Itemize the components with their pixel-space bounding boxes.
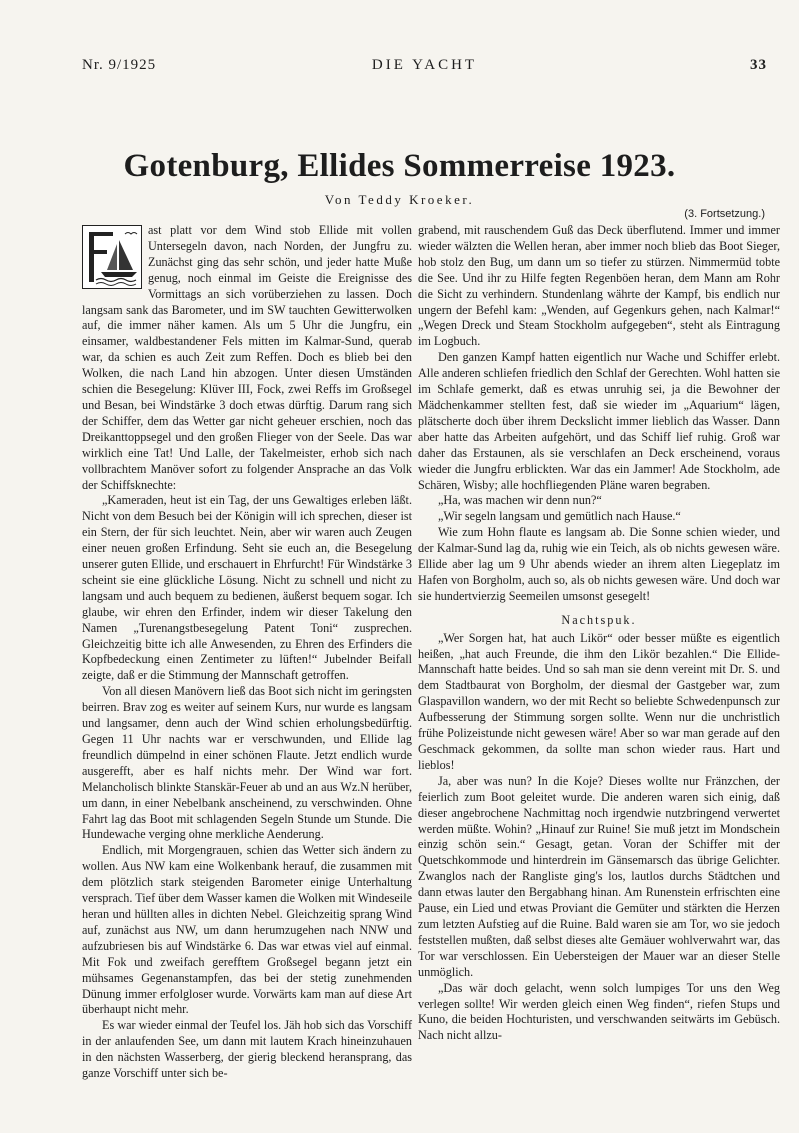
- paragraph: Wie zum Hohn flaute es langsam ab. Die Sonne schien wieder, und der Kalmar-Sund lag da, ruhig wie ein Teich, als ob nichts gewesen wäre. Ellide aber lag um 9 Uhr abends wieder an ihrem alten Liegeplatz im Hafen von Borgholm, auch so, als ob nichts gewesen wäre. Und doch war sie hundertvierzig Seemeilen umsonst gesegelt!: [418, 525, 780, 603]
- magazine-name: DIE YACHT: [371, 57, 478, 73]
- article-title: Gotenburg, Ellides Sommerreise 1923.: [123, 148, 676, 184]
- paragraph: „Wer Sorgen hat, hat auch Likör“ oder besser müßte es eigentlich heißen, „hat auch Freunde, die ihm den Likör bezahlen.“ Die Ellide-Mannschaft hatte beides. Und so sah man sie denn vereint mit Dr. S. und dem Stadtbaurat von Borgholm, der diesmal der Gastgeber war, zum Glaspavillon wandern, wo der mit Recht so beliebte Schwedenpunsch zur Aufbesserung der Stimmung sorgen sollte. Wenn nur die unchristlich frühe Polizeistunde nicht gewesen wäre! Aber so war man gerade auf den Geschmack gekommen, da sollte man schon wieder raus. Hart und lieblos!: [418, 630, 780, 772]
- paragraph: „Ha, was machen wir denn nun?“: [438, 493, 602, 508]
- page-header: [82, 57, 767, 79]
- article-byline: Von Teddy Kroeker.: [324, 192, 475, 207]
- dropcap-illustration: [82, 225, 142, 289]
- right-column: [418, 223, 780, 1044]
- paragraph: „Kameraden, heut ist ein Tag, der uns Gewaltiges erleben läßt. Nicht von dem Besuch bei der Königin will ich sprechen, dieser ist ein Stern, der für sich leuchtet. Nein, aber wir waren auch Zeugen einer neuen großen Erfindung. Seht sie euch an, die Besegelung unserer guten Ellide, und erschauert in Ehrfurcht! Für Windstärke 3 scheint sie eine glückliche Lösung. Nicht zu schnell und nicht zu langsam und auch bequem zu bedienen, äußerst bequem sogar. Ich glaube, wir ehren den Erfinder, indem wir dieser Takelung den Namen „Turenangstbesegelung Patent Toni“ zusprechen. Gleichzeitig bitte ich alle Anwesenden, zu Ehren des Erfinders die Kopfbedeckung einen Zentimeter zu lüften!“ Jubelnder Beifall zeigte, daß er die Stimmung der Mannschaft getroffen.: [82, 493, 412, 683]
- paragraph: „Wir segeln langsam und gemütlich nach Hause.“: [438, 509, 681, 524]
- paragraph: Von all diesen Manövern ließ das Boot sich nicht im geringsten beirren. Brav zog es weiter auf seinem Kurs, nur wurde es langsam und langsamer, denn auch der Wind schien erholungsbedürftig. Gegen 11 Uhr nachts war er verschwunden, und Ellide lag freundlich dümpelnd in einer schönen Flaute. Jetzt endlich wurde ausgerefft, aber es half nichts mehr. Der Wind war fort. Melancholisch blinkte Stanskär-Feuer ab und an aus Wz.N herüber, um dann, in einer Nebelbank anscheinend, zu verschwinden. Ohne Fahrt lag das Boot mit schlagenden Segeln Stunde um Stunde. Die Hundewache verging ohne merkliche Aenderung.: [82, 684, 412, 842]
- issue-number: Nr. 9/1925: [82, 57, 157, 73]
- section-heading: Nachtspuk.: [561, 612, 637, 627]
- paragraph: Den ganzen Kampf hatten eigentlich nur Wache und Schiffer erlebt. Alle anderen schliefen friedlich den Schlaf der Gerechten. Wohl hatten sie im Schlafe gemerkt, daß es etwas unruhig sei, ja die Bewohner der Mädchenkammer stellten fest, daß sie wieder im „Aquarium“ lägen, plätscherte doch über ihrem Deckslicht immer lieblich das Wasser. Dann aber hatte das Arbeiten aufgehört, und das Schiff lief ruhig. Groß war daher das Erstaunen, als sie verschlafen an Deck erscheinend, voraus wieder die Jungfru erblickten. War das ein Jammer! Ade Stockholm, ade Schären, Wisby; alle hochfliegenden Pläne waren begraben.: [418, 350, 780, 492]
- paragraph: Endlich, mit Morgengrauen, schien das Wetter sich ändern zu wollen. Aus NW kam eine Wolkenbank herauf, die zusammen mit dem plötzlich stark steigenden Barometer einige Unterhaltung versprach. Tief über dem Wasser kamen die Wolken mit Windeseile heran und hüllten alles in dichten Nebel. Gleichzeitig sprang Wind auf, zunächst aus NW, um dann herumzugehen nach NNW und aufzubriesen bis auf Windstärke 6. Das war etwas viel auf einmal. Mit Fok und zweifach gerefftem Großsegel begann jetzt ein mühsames Gegenanstampfen, das bei der stetig zunehmenden Dünung immer erfolgloser wurde. Vorwärts kam man auf diese Art überhaupt nicht mehr.: [82, 843, 412, 1017]
- paragraph: Es war wieder einmal der Teufel los. Jäh hob sich das Vorschiff in der anlaufenden See, um dann mit lautem Krach hineinzuhauen in den nächsten Wasserberg, der gierig bleckend heransprang, das ganze Vorschiff unter sich be-: [82, 1018, 412, 1081]
- paragraph: ast platt vor dem Wind stob Ellide mit vollen Untersegeln davon, nach Norden, der Jungfru zu. Zunächst ging das sehr schön, und jeder hatte Muße genug, noch einmal im Geiste die Ereignisse des Vormittags an sich vorüberziehen zu lassen. Doch langsam sank das Barometer, und im SW tauchten Gewitterwolken auf, die immer näher kamen. Als um 5 Uhr die Jungfru, ein einsamer, waldbestandener Fels mitten im Kalmar-Sund, querab war, da schien es auch Zeit zum Reffen. Doch es blieb bei den Wolken, die nach Land hin abzogen. Unter diesen Umständen schien die Besegelung: Klüver III, Fock, zwei Reffs im Großsegel und Besan, bei Windstärke 3 doch etwas dürftig. Darum rang sich der Schiffer, dem das Wetter gar nicht geheuer erschien, noch das Dreikanttoppsegel und den großen Flieger von der Seele. Das war wirklich eine Tat! Und Lalle, der Takelmeister, erhob sich nach vollbrachtem Manöver sofort zu folgender Ansprache an das Volk der Schiffsknechte:: [82, 223, 412, 492]
- continuation-note: (3. Fortsetzung.): [684, 208, 765, 220]
- paragraph: Ja, aber was nun? In die Koje? Dieses wollte nur Fränzchen, der feierlich zum Boot geleitet wurde. Die anderen waren sich einig, daß dieser angebrochene Nachmittag noch irgendwie nutzbringend verwertet werden müßte. Wohin? „Hinauf zur Ruine! Sie muß jetzt im Mondschein einzig schön sein.“ Gesagt, getan. Voran der Schiffer mit der Quetschkommode und hinterdrein im Gänsemarsch das übrige Gelichter. Zwanglos nach der Rangliste ging's los, lautlos durchs Städtchen und dann etwas lauter den Bergabhang hinan. Am Runenstein erfrischten eine Pause, ein Lied und etwas Proviant die Gemüter und stärkten die Herzen zum letzten Aufstieg auf die Ruine. Bald waren sie am Tor, wo sie jedoch feststellen mußten, daß selbst dieses alte Gemäuer wohlverwahrt war, das Tor war verschlossen. Ein Uebersteigen der Mauer war an dieser Stelle unmöglich.: [418, 773, 780, 979]
- left-column: [82, 223, 412, 1082]
- paragraph: grabend, mit rauschendem Guß das Deck überflutend. Immer und immer wieder wälzten die Wellen heran, aber immer noch blieb das Boot Sieger, hob stolz den Bug, um dann um so tiefer zu stürzen. Nimmermüd tobte die See. Und ihr zu Hilfe fegten Regenböen heran, dem Mann am Rohr die Sicht zu verhindern. Stundenlang währte der Kampf, bis endlich nur ungern der Befehl kam: „Wenden, auf Gegenkurs gehen, nach Kalmar!“ „Wegen Dreck und Steam Stockholm aufgegeben“, steht als Eintragung im Logbuch.: [418, 223, 780, 349]
- page-number: 33: [750, 57, 767, 73]
- sailboat-icon: [83, 226, 141, 288]
- paragraph: „Das wär doch gelacht, wenn solch lumpiges Tor uns den Weg verlegen sollte! Wir werden gleich einen Weg finden“, riefen Stups und Kuno, die beiden Hochturisten, und verschwanden seitwärts im Gebüsch. Nach nicht allzu-: [418, 980, 780, 1043]
